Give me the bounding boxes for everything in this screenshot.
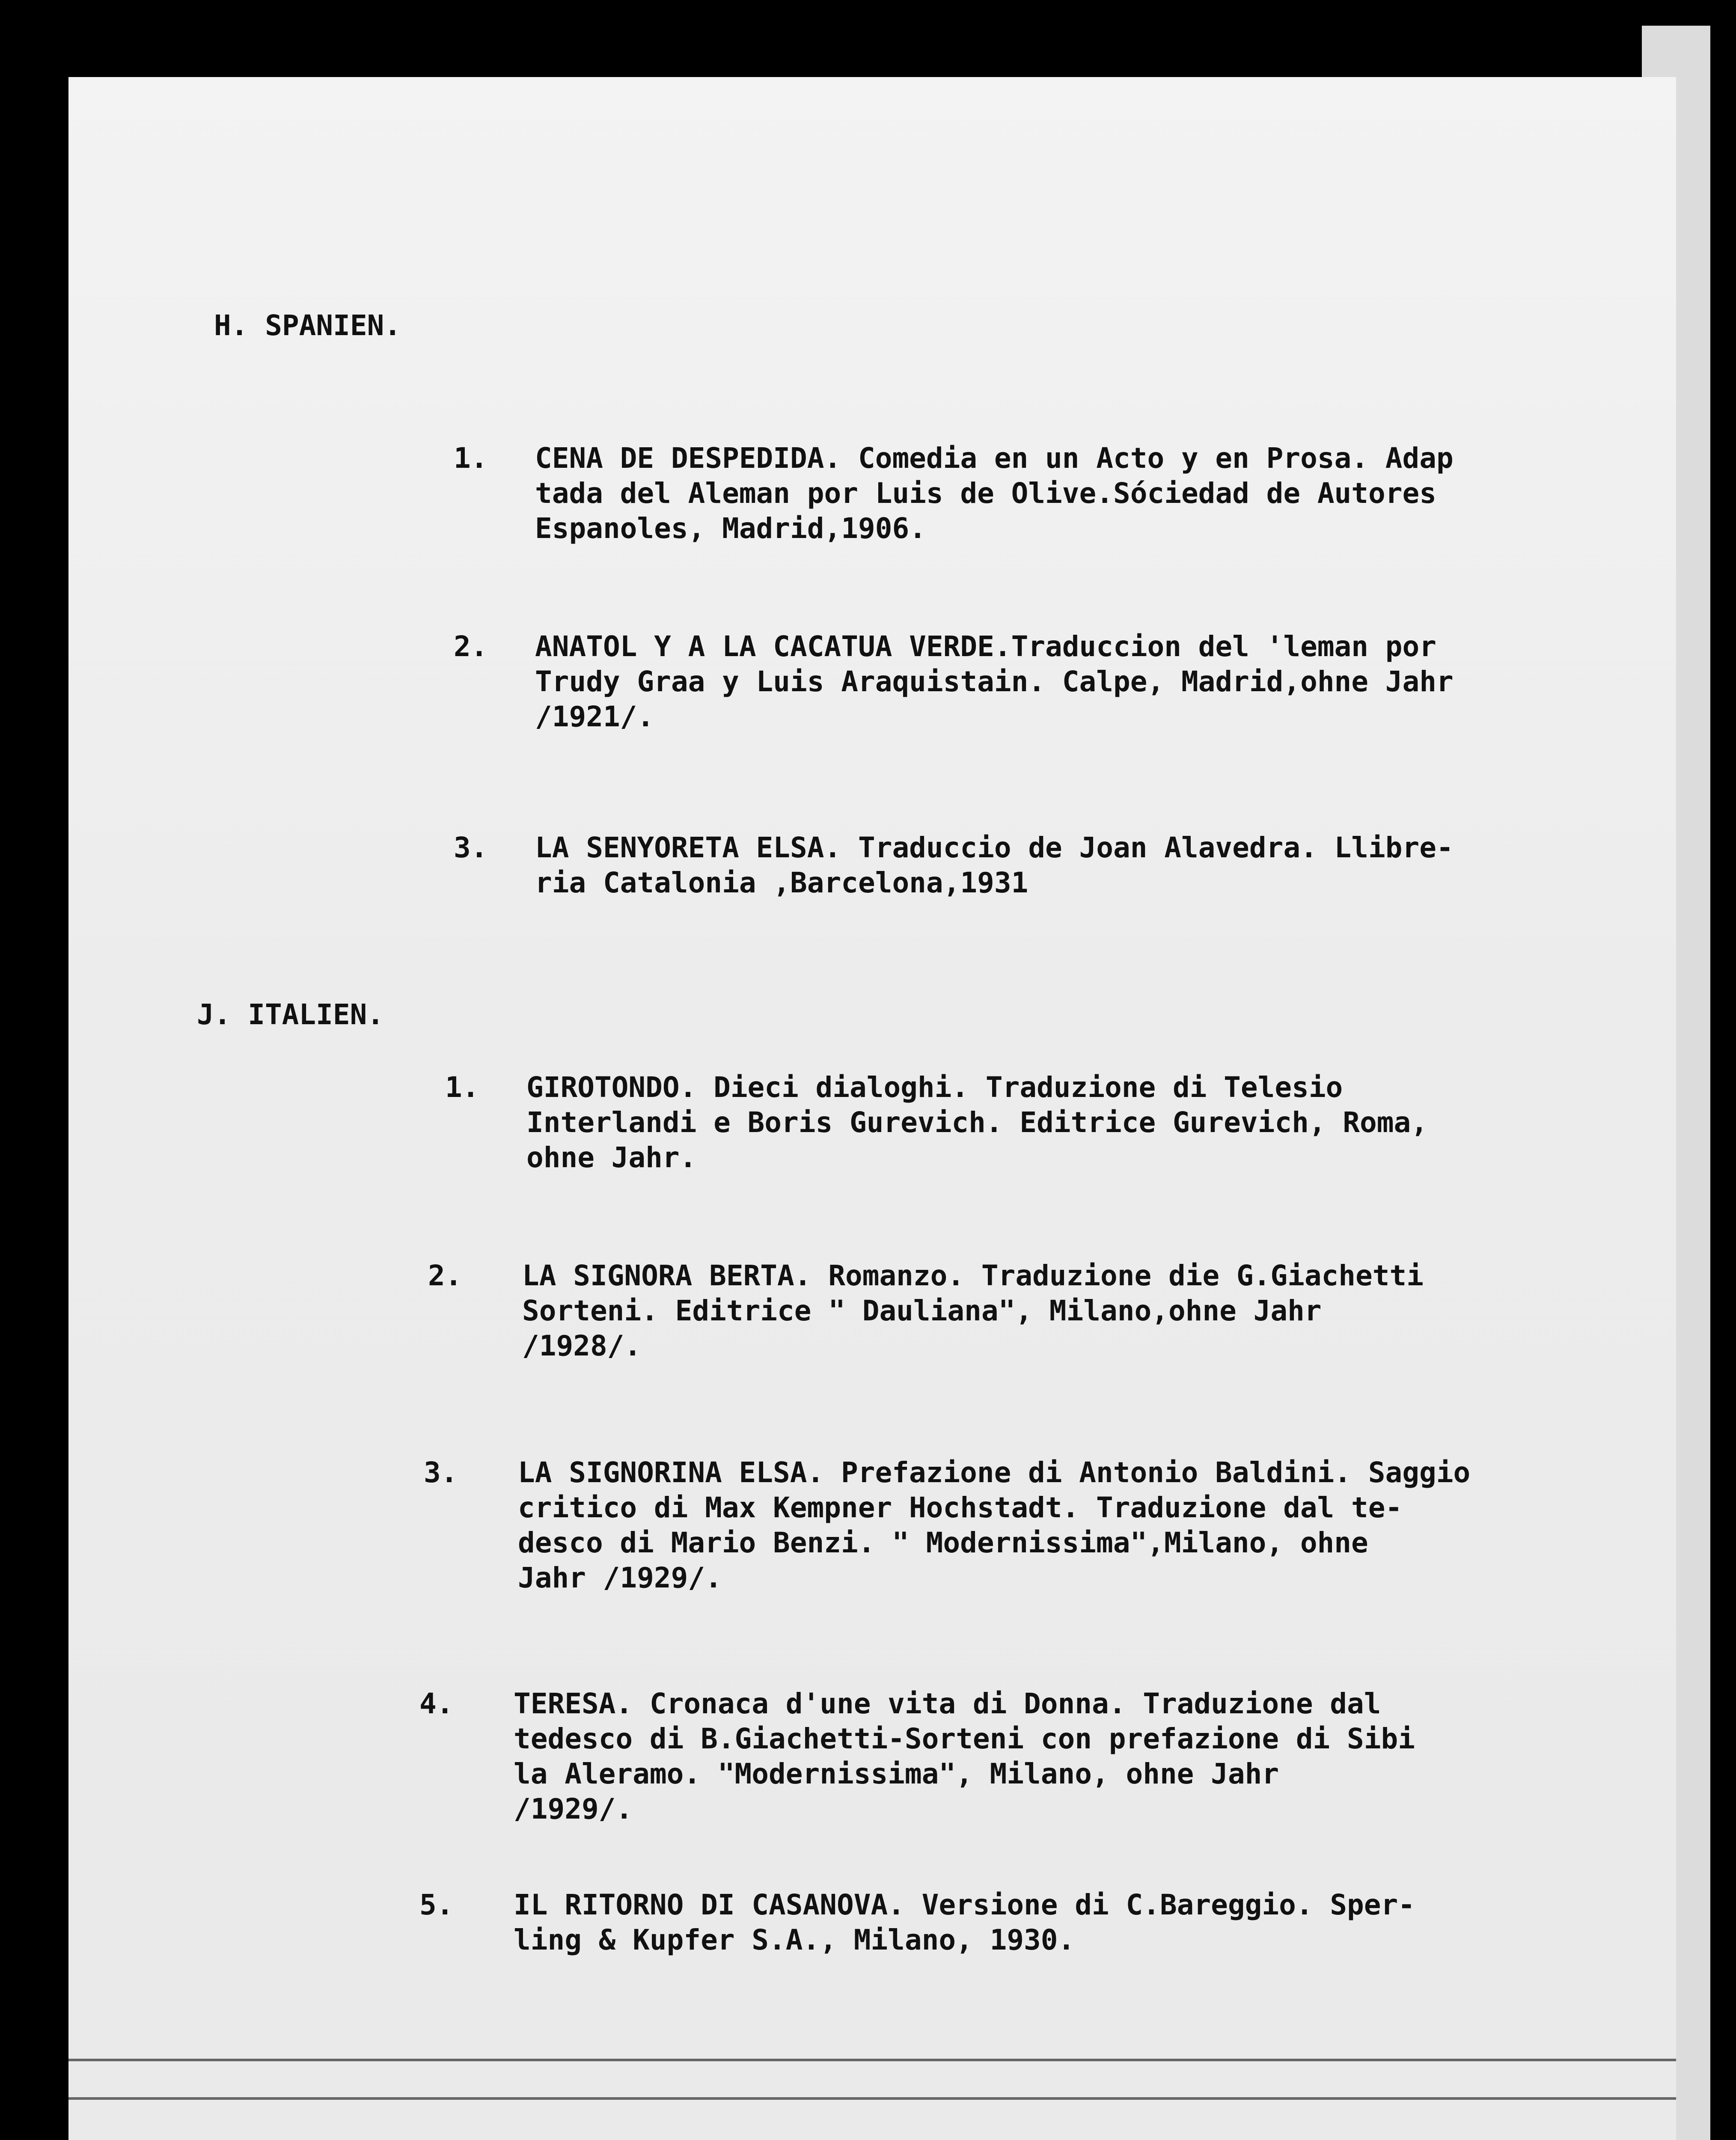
entry-text: ANATOL Y A LA CACATUA VERDE.Traduccion del 'leman por Trudy Graa y Luis Araquistain. Calpe, Madrid,ohne Jahr /1921/. [535, 630, 1454, 733]
section-heading-italien: J. ITALIEN. [197, 998, 384, 1031]
entry-text: LA SENYORETA ELSA. Traduccio de Joan Alavedra. Llibre- ria Catalonia ,Barcelona,1931 [535, 831, 1454, 899]
entry-text: GIROTONDO. Dieci dialoghi. Traduzione di Telesio Interlandi e Boris Gurevich. Editrice Gurevich, Roma, ohne Jahr. [526, 1071, 1428, 1174]
section-heading-spanien: H. SPANIEN. [214, 309, 401, 342]
entry-number: 2. [454, 630, 488, 663]
entry-number: 3. [454, 831, 488, 864]
entry-text: CENA DE DESPEDIDA. Comedia en un Acto y en Prosa. Adap tada del Aleman por Luis de Olive.Sóciedad de Autores Espanoles, Madrid,1906. [535, 442, 1454, 545]
document-page [68, 77, 1676, 2140]
entry-number: 3. [424, 1456, 458, 1489]
entry-number: 5. [419, 1888, 454, 1921]
entry-number: 2. [428, 1259, 462, 1292]
entry-text: TERESA. Cronaca d'une vita di Donna. Traduzione dal tedesco di B.Giachetti-Sorteni con prefazione di Sibi la Aleramo. "Modernissima", Milano, ohne Jahr /1929/. [514, 1687, 1415, 1825]
entry-number: 4. [419, 1687, 454, 1720]
entry-text: LA SIGNORINA ELSA. Prefazione di Antonio Baldini. Saggio critico di Max Kempner Hochstadt. Traduzione dal te- desco di Mario Benzi. " Modernissima",Milano, ohne Jahr /1929/. [518, 1456, 1471, 1594]
entry-text: IL RITORNO DI CASANOVA. Versione di C.Bareggio. Sper- ling & Kupfer S.A., Milano, 1930. [514, 1888, 1415, 1956]
entry-number: 1. [445, 1071, 479, 1104]
entry-number: 1. [454, 442, 488, 475]
entry-text: LA SIGNORA BERTA. Romanzo. Traduzione die G.Giachetti Sorteni. Editrice " Dauliana", Milano,ohne Jahr /1928/. [522, 1259, 1424, 1362]
bibliography-list [68, 77, 1676, 2140]
